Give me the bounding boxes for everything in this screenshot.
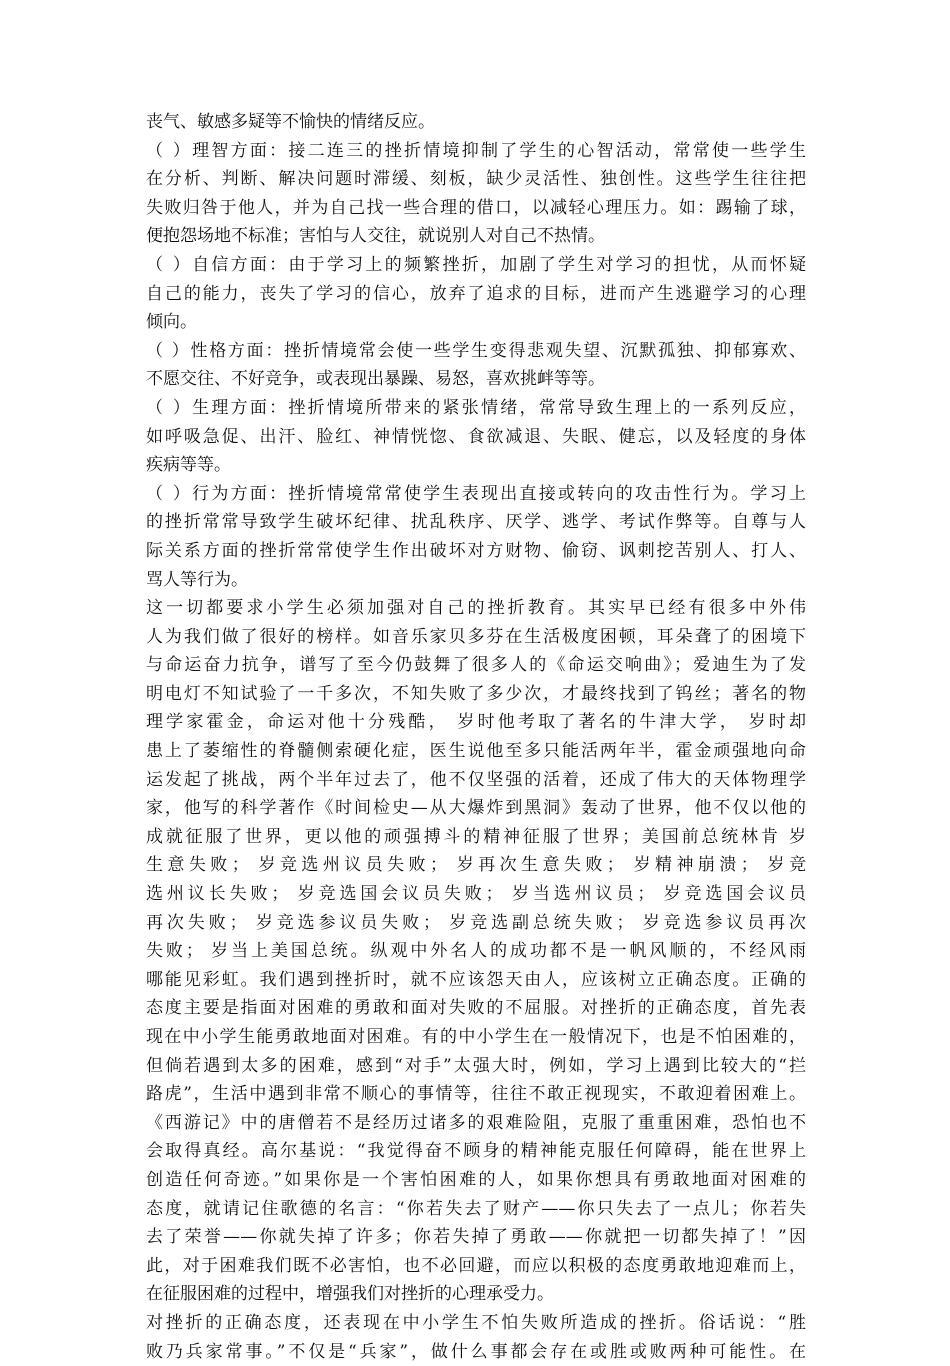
text-line: 现在中小学生能勇敢地面对困难。有的中小学生在一般情况下，也是不怕困难的， bbox=[146, 1027, 806, 1047]
text-line: 自己的能力，丧失了学习的信心，放弃了追求的目标，进而产生逃避学习的心理 bbox=[146, 283, 806, 304]
text-line: （ ）理智方面：接二连三的挫折情境抑制了学生的心智活动，常常使一些学生 bbox=[146, 140, 806, 161]
paragraph bbox=[146, 251, 806, 337]
text-line: 家，他写的科学著作《时间检史—从大爆炸到黑洞》轰动了世界，他不仅以他的 bbox=[146, 798, 806, 819]
text-line: 明电灯不知试验了一千多次，不知失败了多少次，才最终找到了钨丝；著名的物 bbox=[146, 683, 806, 704]
text-line: 会取得真经。高尔基说：“我觉得奋不顾身的精神能克服任何障碍，能在世界上 bbox=[146, 1141, 806, 1162]
text-line: （ ）行为方面：挫折情境常常使学生表现出直接或转向的攻击性行为。学习上 bbox=[146, 483, 806, 504]
text-line: 人为我们做了很好的榜样。如音乐家贝多芬在生活极度困顿，耳朵聋了的困境下 bbox=[146, 626, 806, 647]
text-line: 倾向。 bbox=[146, 312, 197, 333]
text-line: 的挫折常常导致学生破坏纪律、扰乱秩序、厌学、逃学、考试作弊等。自尊与人 bbox=[146, 512, 806, 533]
text-line: 创造任何奇迹。”如果你是一个害怕困难的人，如果你想具有勇敢地面对困难的 bbox=[146, 1169, 806, 1190]
text-line: 态度，就请记住歌德的名言：“你若失去了财产——你只失去了一点儿；你若失 bbox=[146, 1198, 806, 1219]
text-line: 丧气、敏感多疑等不愉快的情绪反应。 bbox=[146, 112, 435, 132]
text-line: 在征服困难的过程中，增强我们对挫折的心理承受力。 bbox=[146, 1284, 554, 1305]
paragraph bbox=[146, 337, 806, 394]
text-line: 路虎”，生活中遇到非常不顺心的事情等，往往不敢正视现实，不敢迎着困难上。 bbox=[146, 1084, 806, 1105]
text-line: 态度主要是指面对困难的勇敢和面对失败的不屈服。对挫折的正确态度，首先表 bbox=[146, 998, 806, 1019]
text-line: 这一切都要求小学生必须加强对自己的挫折教育。其实早已经有很多中外伟 bbox=[146, 598, 806, 619]
text-line: 患上了萎缩性的脊髓侧索硬化症，医生说他至多只能活两年半，霍金顽强地向命 bbox=[146, 741, 806, 762]
text-line: 再次失败； 岁竞选参议员失败； 岁竞选副总统失败； 岁竞选参议员再次 bbox=[146, 912, 806, 933]
paragraph bbox=[146, 394, 806, 480]
text-line: 生意失败； 岁竞选州议员失败； 岁再次生意失败； 岁精神崩溃； 岁竞 bbox=[146, 855, 806, 876]
paragraph bbox=[146, 594, 806, 1309]
text-line: 但倘若遇到太多的困难，感到“对手”太强大时，例如，学习上遇到比较大的“拦 bbox=[146, 1055, 806, 1076]
text-line: 便抱怨场地不标准；害怕与人交往，就说别人对自己不热情。 bbox=[146, 226, 605, 247]
text-line: 《西游记》中的唐僧若不是经历过诸多的艰难险阻，克服了重重困难，恐怕也不 bbox=[146, 1112, 806, 1133]
text-line: 际关系方面的挫折常常使学生作出破坏对方财物、偷窃、讽刺挖苦别人、打人、 bbox=[146, 540, 806, 561]
paragraph bbox=[146, 480, 806, 594]
text-line: 在分析、判断、解决问题时滞缓、刻板，缺少灵活性、独创性。这些学生往往把 bbox=[146, 169, 806, 190]
text-line: （ ）性格方面：挫折情境常会使一些学生变得悲观失望、沉默孤独、抑郁寡欢、 bbox=[146, 340, 806, 361]
text-line: 哪能见彩虹。我们遇到挫折时，就不应该怨天由人，应该树立正确态度。正确的 bbox=[146, 969, 806, 990]
text-line: 此，对于困难我们既不必害怕，也不必回避，而应以积极的态度勇敢地迎难而上， bbox=[146, 1255, 806, 1276]
text-line: 骂人等行为。 bbox=[146, 569, 248, 590]
text-line: 不愿交往、不好竞争，或表现出暴躁、易怒，喜欢挑衅等等。 bbox=[146, 369, 605, 390]
text-line: 理学家霍金，命运对他十分残酷， 岁时他考取了著名的牛津大学， 岁时却 bbox=[146, 712, 806, 733]
text-line: （ ）生理方面：挫折情境所带来的紧张情绪，常常导致生理上的一系列反应， bbox=[146, 397, 806, 418]
text-line: 成就征服了世界，更以他的顽强搏斗的精神征服了世界；美国前总统林肯 岁 bbox=[146, 826, 806, 847]
text-line: 败乃兵家常事。”不仅是“兵家”，做什么事都会存在或胜或败两种可能性。在 bbox=[146, 1341, 806, 1362]
text-line: 对挫折的正确态度，还表现在中小学生不怕失败所造成的挫折。俗话说：“胜 bbox=[146, 1312, 806, 1333]
text-line: 失败归咎于他人，并为自己找一些合理的借口，以减轻心理压力。如：踢输了球， bbox=[146, 197, 806, 218]
text-line: 失败； 岁当上美国总统。纵观中外名人的成功都不是一帆风顺的，不经风雨 bbox=[146, 941, 806, 962]
paragraph bbox=[146, 137, 806, 251]
text-line: 选州议长失败； 岁竞选国会议员失败； 岁当选州议员； 岁竞选国会议员 bbox=[146, 884, 806, 905]
text-line: 运发起了挑战，两个半年过去了，他不仅坚强的活着，还成了伟大的天体物理学 bbox=[146, 769, 806, 790]
text-line: 疾病等等。 bbox=[146, 455, 231, 476]
document-body bbox=[146, 108, 806, 1366]
paragraph bbox=[146, 108, 806, 137]
text-line: 去了荣誉——你就失掉了许多；你若失掉了勇敢——你就把一切都失掉了！”因 bbox=[146, 1227, 806, 1248]
paragraph bbox=[146, 1309, 806, 1366]
text-line: 如呼吸急促、出汗、脸红、神情恍惚、食欲减退、失眠、健忘，以及轻度的身体 bbox=[146, 426, 806, 447]
text-line: 与命运奋力抗争，谱写了至今仍鼓舞了很多人的《命运交响曲》；爱迪生为了发 bbox=[146, 655, 806, 676]
text-line: （ ）自信方面：由于学习上的频繁挫折，加剧了学生对学习的担忧，从而怀疑 bbox=[146, 254, 806, 275]
